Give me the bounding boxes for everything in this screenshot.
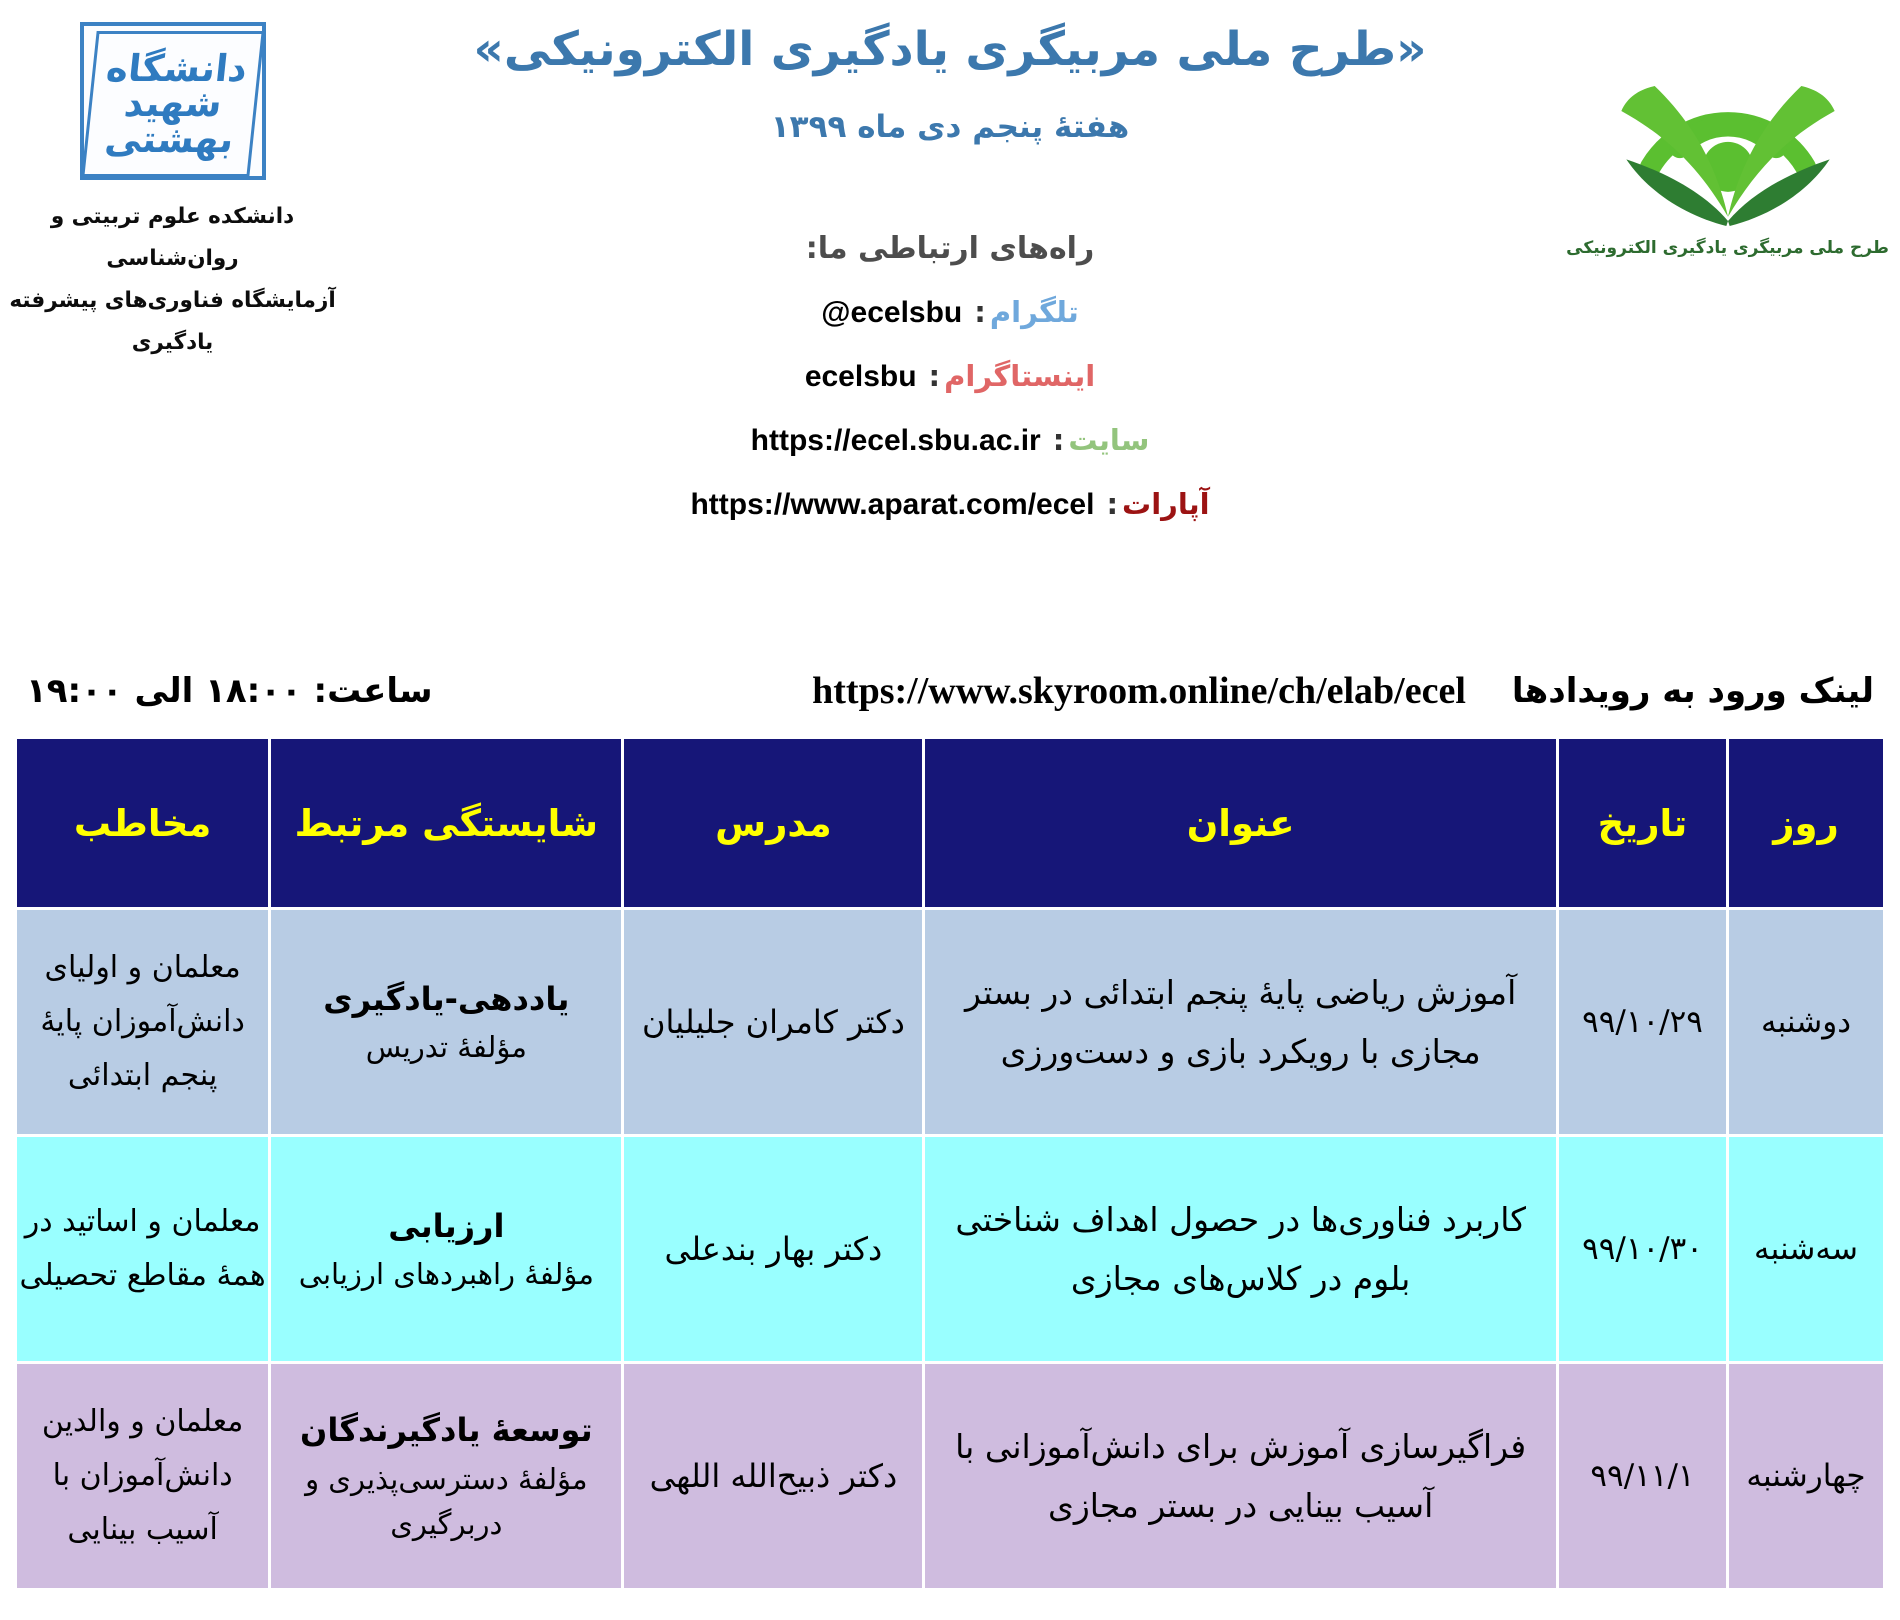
day-cell: سه‌شنبه [1728,1136,1885,1363]
title-cell: فراگیرسازی آموزش برای دانش‌آموزانی با آسیب بینایی در بستر مجازی [924,1363,1558,1590]
schedule-table [14,736,1886,1591]
table-header-row [16,738,1885,909]
university-logo-calligraphy [81,31,264,177]
audience-cell: معلمان و والدین دانش‌آموزان با آسیب بینایی [16,1363,270,1590]
date-cell: ۹۹/۱۱/۱ [1557,1363,1727,1590]
colon: : [928,359,941,393]
title-cell: کاربرد فناوری‌ها در حصول اهداف شناختی بلوم در کلاس‌های مجازی [924,1136,1558,1363]
telegram-label: تلگرام [989,295,1079,329]
plan-logo-caption: طرح ملی مربیگری یادگیری الکترونیکی [1566,238,1889,258]
contact-aparat [345,487,1555,522]
contact-website [345,423,1555,458]
date-cell: ۹۹/۱۰/۲۹ [1557,909,1727,1136]
competency-name: ارزیابی [388,1206,505,1245]
header [0,0,1900,662]
contact-heading: راه‌های ارتباطی ما: [805,231,1095,266]
competency-cell [270,909,623,1136]
event-link-bar [0,662,1900,720]
audience-cell: معلمان و اولیای دانش‌آموزان پایۀ پنجم ابتدائی [16,909,270,1136]
competency-name: توسعۀ یادگیرندگان [300,1411,593,1450]
event-link-group [812,669,1874,713]
telegram-handle[interactable]: @ecelsbu [821,296,963,329]
competency-component: مؤلفۀ راهبردهای ارزیابی [298,1257,594,1292]
university-logo-word: شهید [121,82,224,126]
event-link-label: لینک ورود به رویدادها [1511,671,1874,711]
column-header-day: روز [1728,738,1885,909]
instructor-cell: دکتر ذبیح‌الله اللهی [623,1363,924,1590]
competency-component: مؤلفۀ تدریس [365,1030,527,1065]
competency-cell [270,1136,623,1363]
university-block [0,0,345,662]
plan-logo-block [1555,0,1900,662]
university-logo-word: دانشگاه [103,47,249,91]
title-contact-block [345,0,1555,662]
competency-name: یاددهی-یادگیری [323,979,570,1018]
table-row [16,1136,1885,1363]
event-time: ساعت: ۱۸:۰۰ الی ۱۹:۰۰ [26,671,433,711]
contact-telegram [345,295,1555,330]
column-header-date: تاریخ [1557,738,1727,909]
faculty-line-1: دانشکده علوم تربیتی و روان‌شناسی [50,204,295,271]
instagram-label: اینستاگرام [944,359,1096,393]
university-logo [80,22,266,180]
column-header-instructor: مدرس [623,738,924,909]
instructor-cell: دکتر بهار بندعلی [623,1136,924,1363]
competency-cell [270,1363,623,1590]
column-header-title: عنوان [924,738,1558,909]
aparat-label: آپارات [1122,487,1210,521]
audience-cell: معلمان و اساتید در همۀ مقاطع تحصیلی [16,1136,270,1363]
page-subtitle: هفتۀ پنجم دی ماه ۱۳۹۹ [770,109,1130,145]
instructor-cell: دکتر کامران جلیلیان [623,909,924,1136]
colon: : [1106,487,1119,521]
competency-component: مؤلفۀ دسترسی‌پذیری و دربرگیری [305,1461,588,1541]
title-cell: آموزش ریاضی پایۀ پنجم ابتدائی در بستر مجازی با رویکرد بازی و دست‌ورزی [924,909,1558,1136]
day-cell: چهارشنبه [1728,1363,1885,1590]
faculty-text [0,196,345,364]
page-title: «طرح ملی مربیگری یادگیری الکترونیکی» [473,22,1427,77]
day-cell: دوشنبه [1728,909,1885,1136]
table-row [16,909,1885,1136]
colon: : [1052,423,1065,457]
instagram-handle[interactable]: ecelsbu [804,360,917,393]
aparat-url[interactable]: https://www.aparat.com/ecel [690,488,1095,521]
university-logo-word: بهشتی [102,117,236,161]
column-header-audience: مخاطب [16,738,270,909]
table-row [16,1363,1885,1590]
plan-logo-icon [1603,12,1853,234]
event-link-url[interactable]: https://www.skyroom.online/ch/elab/ecel [812,670,1466,712]
colon: : [974,295,986,329]
website-label: سایت [1068,423,1150,457]
column-header-competency: شایستگی مرتبط [270,738,623,909]
contact-instagram [345,359,1555,394]
faculty-line-2: آزمایشگاه فناوری‌های پیشرفته یادگیری [9,287,336,355]
date-cell: ۹۹/۱۰/۳۰ [1557,1136,1727,1363]
website-url[interactable]: https://ecel.sbu.ac.ir [750,424,1041,457]
